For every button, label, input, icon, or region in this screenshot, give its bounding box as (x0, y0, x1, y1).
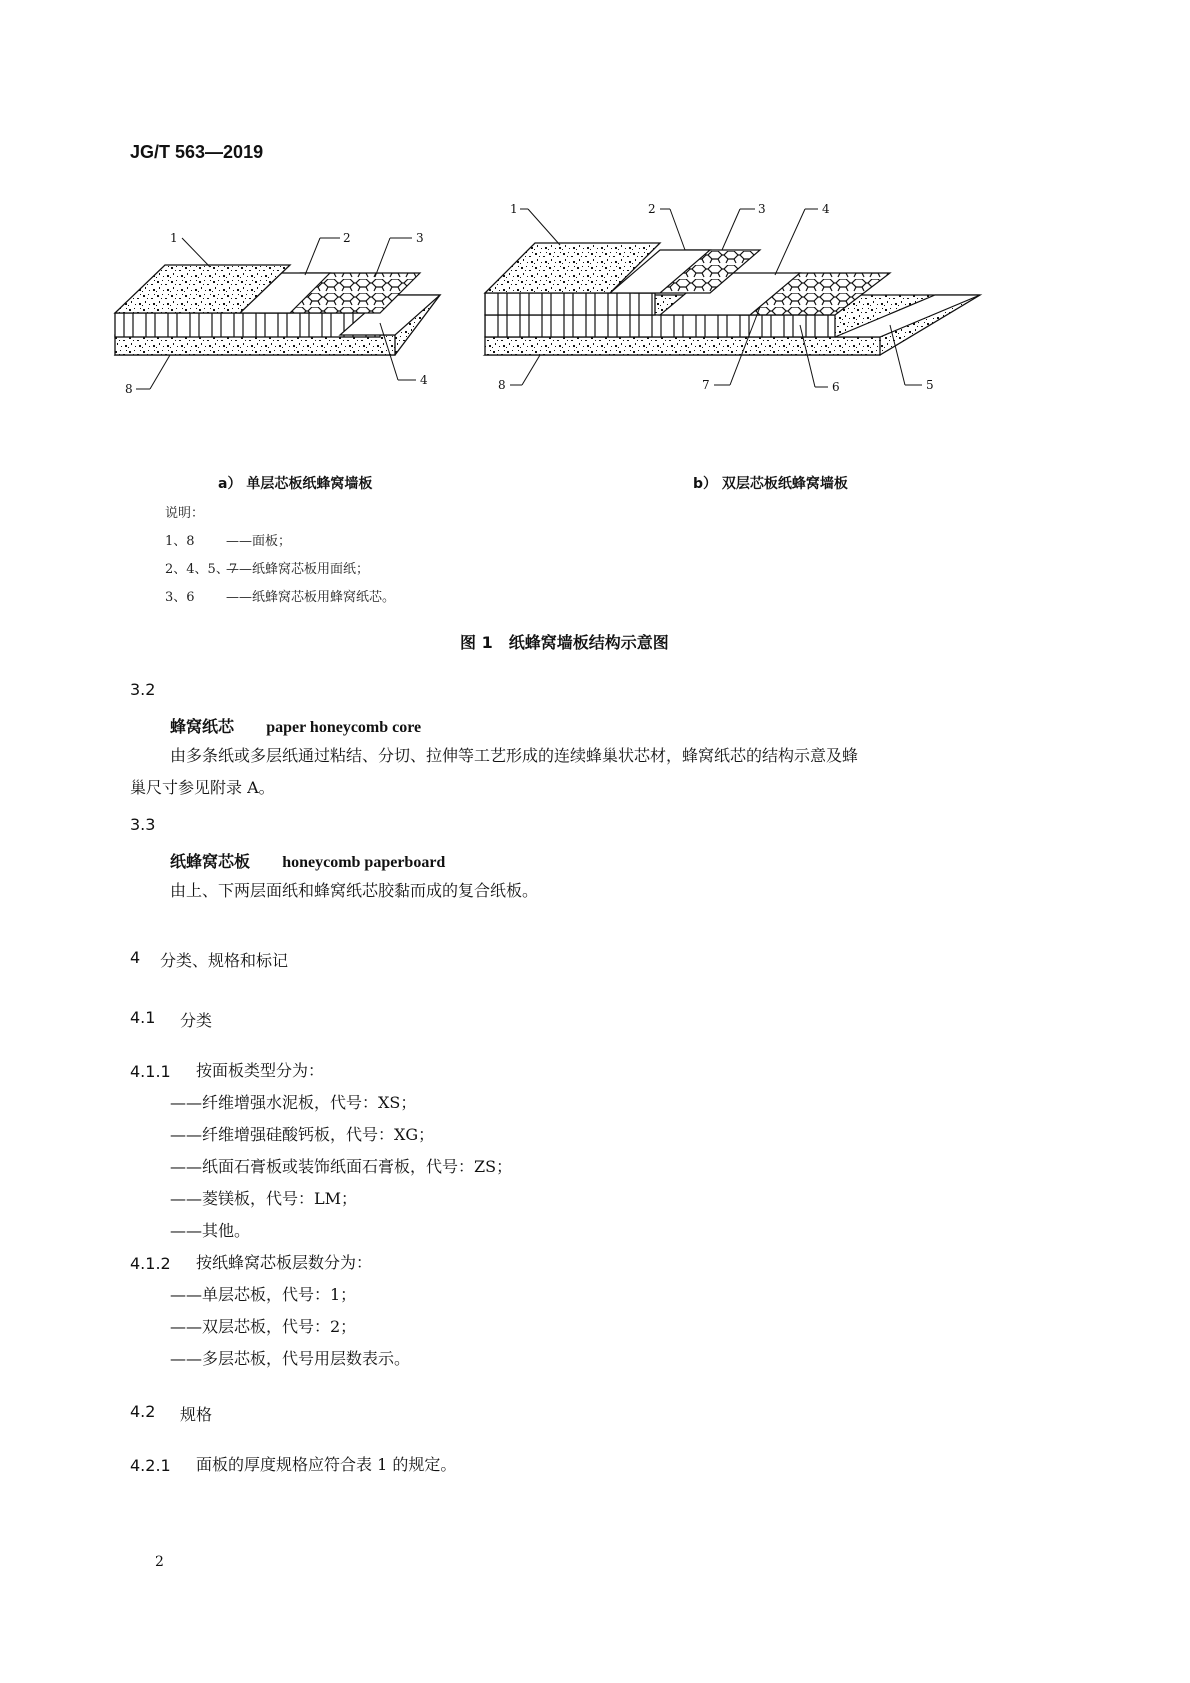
section-3-2-def-line2: 巢尺寸参见附录 A。 (130, 778, 275, 797)
page-number: 2 (155, 1554, 164, 1570)
section-4-2-1-number: 4.2.1 (130, 1456, 171, 1475)
term-en: paper honeycomb core (266, 719, 422, 736)
standard-number: JG/T 563—2019 (130, 142, 264, 162)
section-3-2-def-line1: 由多条纸或多层纸通过粘结、分切、拉伸等工艺形成的连续蜂巢状芯材，蜂窝纸芯的结构示意及蜂 (170, 746, 859, 765)
section-4-1-1-text: 按面板类型分为： (196, 1061, 325, 1080)
callout-a-4: 4 (420, 373, 428, 387)
callout-b-7: 7 (702, 378, 710, 392)
callout-b-4: 4 (822, 202, 830, 216)
section-3-2-number: 3.2 (130, 680, 156, 699)
callout-a-2: 2 (343, 231, 351, 245)
term-cn: 纸蜂窝芯板 (170, 852, 251, 871)
figure-1-illustration (100, 195, 1000, 410)
caption-b: b） 双层芯板纸蜂窝墙板 (693, 476, 848, 492)
section-4-1-1-number: 4.1.1 (130, 1062, 171, 1081)
section-4-1-title: 分类 (180, 1011, 213, 1030)
panel-b-drawing (485, 243, 980, 355)
callout-b-5: 5 (926, 378, 934, 392)
list-item: ——单层芯板，代号：1； (170, 1285, 357, 1304)
term-en: honeycomb paperboard (282, 854, 446, 871)
list-item: ——纸面石膏板或装饰纸面石膏板，代号：ZS； (170, 1157, 513, 1176)
list-item: ——纤维增强水泥板，代号：XS； (170, 1093, 417, 1112)
term-cn: 蜂窝纸芯 (170, 717, 235, 736)
section-4-title: 分类、规格和标记 (160, 951, 289, 970)
legend-code-1: 1、8 (165, 534, 195, 549)
list-item: ——其他。 (170, 1221, 251, 1240)
callout-b-3: 3 (758, 202, 766, 216)
callout-b-8: 8 (498, 378, 506, 392)
list-item: ——多层芯板，代号用层数表示。 (170, 1349, 411, 1368)
section-4-1-2-text: 按纸蜂窝芯板层数分为： (196, 1253, 373, 1272)
section-4-2-number: 4.2 (130, 1402, 156, 1421)
caption-a: a） 单层芯板纸蜂窝墙板 (218, 476, 373, 492)
callout-a-8: 8 (125, 382, 133, 396)
section-4-2-1-text: 面板的厚度规格应符合表 1 的规定。 (196, 1455, 457, 1474)
list-item: ——纤维增强硅酸钙板，代号：XG； (170, 1125, 435, 1144)
callout-b-2: 2 (648, 202, 656, 216)
section-4-1-number: 4.1 (130, 1008, 156, 1027)
callout-a-3: 3 (416, 231, 424, 245)
legend-title: 说明： (165, 506, 205, 521)
figure-title: 图 1 纸蜂窝墙板结构示意图 (460, 633, 669, 652)
section-3-3-number: 3.3 (130, 815, 156, 834)
callout-b-6: 6 (832, 380, 840, 394)
legend-code-2: 2、4、5、7 (165, 562, 238, 577)
legend-text-2: ——纸蜂窝芯板用面纸； (226, 562, 370, 577)
section-4-2-title: 规格 (180, 1405, 213, 1424)
list-item: ——菱镁板，代号：LM； (170, 1189, 358, 1208)
list-item: ——双层芯板，代号：2； (170, 1317, 357, 1336)
panel-a-drawing (115, 265, 440, 355)
section-4-number: 4 (130, 948, 141, 967)
section-3-3-def: 由上、下两层面纸和蜂窝纸芯胶黏而成的复合纸板。 (170, 881, 539, 900)
legend-code-3: 3、6 (165, 590, 195, 605)
callout-b-1: 1 (510, 202, 518, 216)
callout-a-1: 1 (170, 231, 178, 245)
legend-text-1: ——面板； (226, 534, 292, 549)
legend-text-3: ——纸蜂窝芯板用蜂窝纸芯。 (226, 590, 396, 605)
section-4-1-2-number: 4.1.2 (130, 1254, 171, 1273)
